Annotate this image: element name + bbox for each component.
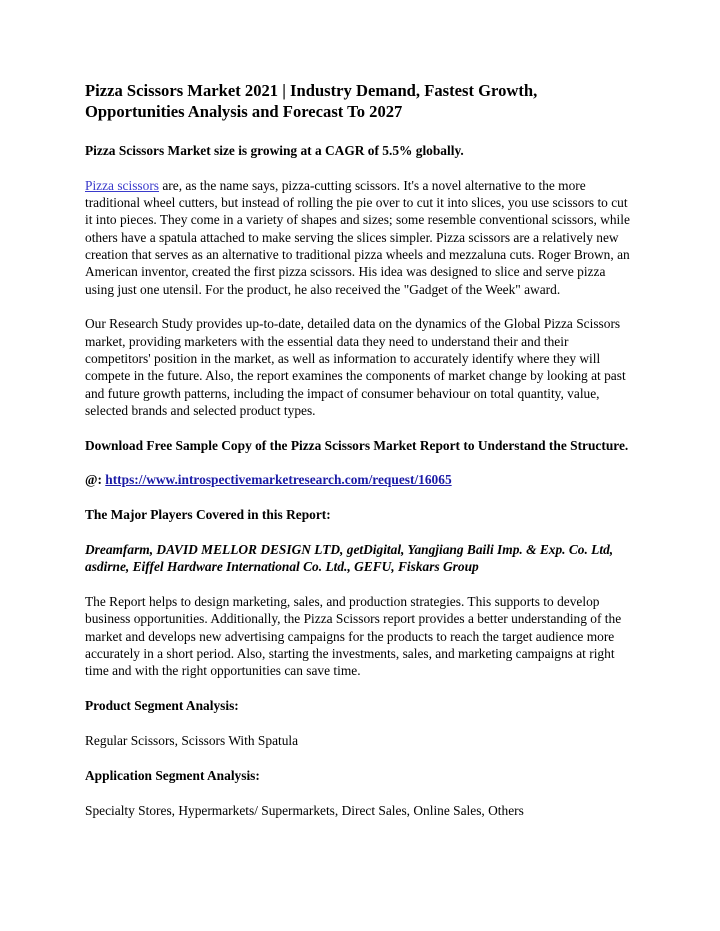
download-heading: Download Free Sample Copy of the Pizza Scissors Market Report to Understand the Structure.: [85, 437, 629, 453]
intro-paragraph: [85, 177, 634, 298]
sample-request-link[interactable]: https://www.introspectivemarketresearch.com/request/16065: [105, 472, 452, 488]
product-segment-heading: Product Segment Analysis:: [85, 698, 239, 714]
intro-text: are, as the name says, pizza-cutting scissors. It's a novel alternative to the more traditional wheel cutters, but instead of rolling the pie over to cut it into slices, you use scissors to cut it into pieces. They come in a variety of shapes and sizes; some resemble conventional scissors, while others have a spatula attached to make serving the slices simpler. Pizza scissors are a relatively new creation that serves as an alternative to traditional pizza wheels and mezzaluna cuts. Roger Brown, an American inventor, created the first pizza scissors. His idea was designed to slice and serve pizza using just one utensil. For the product, he also received the "Gadget of the Week" award.: [85, 177, 630, 297]
players-heading: The Major Players Covered in this Report:: [85, 507, 331, 523]
application-segment-heading: Application Segment Analysis:: [85, 767, 260, 783]
sample-link-prefix: @:: [85, 472, 106, 488]
sample-link-line: [85, 471, 634, 488]
research-paragraph: Our Research Study provides up-to-date, detailed data on the dynamics of the Global Pizza Scissors market, providing marketers with the essential data they need to understand their and their competitors' position in the market, as well as information to accurately identify where they will compete in the future. Also, the report examines the components of market change by looking at past and future growth patterns, including the impact of consumer behaviour on total quantity, value, selected brands and selected product types.: [85, 316, 626, 418]
application-segment-list: Specialty Stores, Hypermarkets/ Supermarkets, Direct Sales, Online Sales, Others: [85, 802, 524, 818]
product-segment-list: Regular Scissors, Scissors With Spatula: [85, 732, 299, 748]
players-list: Dreamfarm, DAVID MELLOR DESIGN LTD, getDigital, Yangjiang Baili Imp. & Exp. Co. Ltd, asdirne, Eiffel Hardware International Co. Ltd., GEFU, Fiskars Group: [85, 542, 614, 575]
report-paragraph: The Report helps to design marketing, sales, and production strategies. This supports to develop business opportunities. Additionally, the Pizza Scissors report provides a better understanding of the market and develops new advertising campaigns for the products to reach the target audience more accurately in a short period. Also, starting the investments, sales, and marketing campaigns at right time and with the right opportunities can save time.: [85, 594, 622, 679]
document-title: Pizza Scissors Market 2021 | Industry Demand, Fastest Growth, Opportunities Analysis and Forecast To 2027: [85, 81, 538, 121]
pizza-scissors-link[interactable]: Pizza scissors: [85, 177, 160, 193]
document-subtitle: Pizza Scissors Market size is growing at a CAGR of 5.5% globally.: [85, 143, 464, 158]
